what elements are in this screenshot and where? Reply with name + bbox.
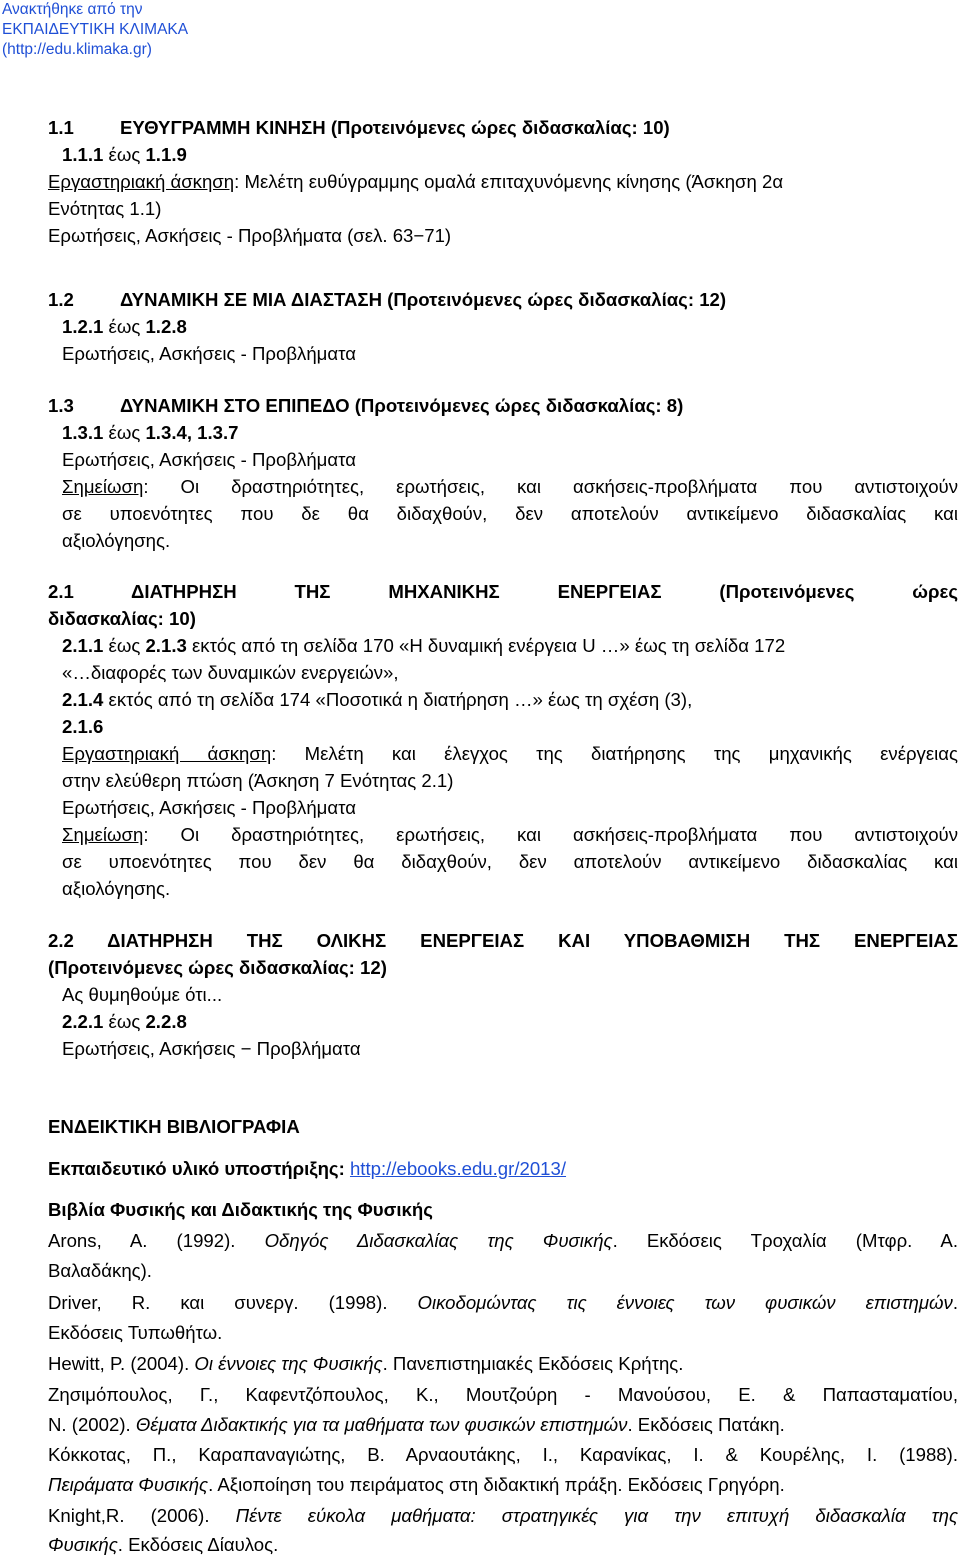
section-1-2-range: 1.2.1 έως 1.2.8: [62, 316, 187, 337]
section-2-2-recall: Ας θυμηθούμε ότι...: [62, 984, 223, 1005]
reference-6: Knight,R. (2006). Πέντε εύκολα μαθήματα: στρατηγικές για την επιτυχή διδασκαλία της: [48, 1505, 958, 1526]
section-2-2-heading: 2.2 ΔΙΑΤΗΡΗΣΗ ΤΗΣ ΟΛΙΚΗΣ ΕΝΕΡΓΕΙΑΣ ΚΑΙ ΥΠΟΒΑΘΜΙΣΗ ΤΗΣ ΕΝΕΡΓΕΙΑΣ: [48, 930, 958, 951]
lab-label: Εργαστηριακή άσκηση: [62, 743, 272, 764]
section-1-3-note: Σημείωση: Οι δραστηριότητες, ερωτήσεις, και ασκήσεις-προβλήματα που αντιστοιχούν: [62, 476, 958, 497]
reference-3: Hewitt, P. (2004). Οι έννοιες της Φυσικής. Πανεπιστημιακές Εκδόσεις Κρήτης.: [48, 1353, 684, 1374]
books-heading: Βιβλία Φυσικής και Διδακτικής της Φυσικής: [48, 1199, 433, 1220]
section-1-3-range: 1.3.1 έως 1.3.4, 1.3.7: [62, 422, 239, 443]
source-line-1: Ανακτήθηκε από την: [2, 1, 143, 18]
section-1-1-lab-cont: Ενότητας 1.1): [48, 198, 162, 219]
section-2-1-range-1: 2.1.1 έως 2.1.3 εκτός από τη σελίδα 170 «Η δυναμική ενέργεια U …» έως τη σελίδα 172: [62, 635, 786, 656]
section-2-2-range: 2.2.1 έως 2.2.8: [62, 1011, 187, 1032]
source-notice: [2, 0, 188, 60]
support-material-line: Εκπαιδευτικό υλικό υποστήριξης: http://ebooks.edu.gr/2013/: [48, 1158, 567, 1179]
section-2-1-heading-cont: διδασκαλίας: 10): [48, 608, 196, 629]
section-2-1-note: Σημείωση: Οι δραστηριότητες, ερωτήσεις, και ασκήσεις-προβλήματα που αντιστοιχούν: [62, 824, 958, 845]
section-2-2-exercises: Ερωτήσεις, Ασκήσεις − Προβλήματα: [62, 1038, 361, 1059]
note-label: Σημείωση: [62, 824, 144, 845]
section-2-1-heading: 2.1 ΔΙΑΤΗΡΗΣΗ ΤΗΣ ΜΗΧΑΝΙΚΗΣ ΕΝΕΡΓΕΙΑΣ (Προτεινόμενες ώρες: [48, 581, 958, 602]
section-2-1-range-1-cont: «…διαφορές των δυναμικών ενεργειών»,: [62, 662, 399, 683]
section-2-1-lab-cont: στην ελεύθερη πτώση (Άσκηση 7 Ενότητας 2.1): [62, 770, 454, 791]
bibliography-heading: ΕΝΔΕΙΚΤΙΚΗ ΒΙΒΛΙΟΓΡΑΦΙΑ: [48, 1116, 300, 1137]
section-1-3-note-line-3: αξιολόγησης.: [62, 530, 171, 551]
reference-5-cont: Πειράματα Φυσικής. Αξιοποίηση του πειράματος στη διδακτική πράξη. Εκδόσεις Γρηγόρη.: [48, 1474, 785, 1495]
source-line-3[interactable]: (http://edu.klimaka.gr): [2, 41, 152, 58]
section-1-1-exercises: Ερωτήσεις, Ασκήσεις - Προβλήματα (σελ. 63−71): [48, 225, 452, 246]
reference-2-cont: Εκδόσεις Τυπωθήτω.: [48, 1322, 223, 1343]
reference-2: Driver, R. και συνεργ. (1998). Οικοδομώντας τις έννοιες των φυσικών επιστημών.: [48, 1292, 958, 1313]
section-2-1-note-line-3: αξιολόγησης.: [62, 878, 171, 899]
lab-label: Εργαστηριακή άσκηση: [48, 171, 235, 192]
section-1-3-note-line-2: σε υποενότητες που δε θα διδαχθούν, δεν αποτελούν αντικείμενο διδασκαλίας και: [62, 503, 958, 524]
section-1-2-heading: 1.2 ΔΥΝΑΜΙΚΗ ΣΕ ΜΙΑ ΔΙΑΣΤΑΣΗ (Προτεινόμενες ώρες διδασκαλίας: 12): [48, 289, 727, 310]
section-1-1-heading: 1.1 ΕΥΘΥΓΡΑΜΜΗ ΚΙΝΗΣΗ (Προτεινόμενες ώρες διδασκαλίας: 10): [48, 117, 670, 138]
reference-4-cont: Ν. (2002). Θέματα Διδακτικής για τα μαθήματα των φυσικών επιστημών. Εκδόσεις Πατάκη.: [48, 1414, 785, 1435]
reference-1-cont: Βαλαδάκης).: [48, 1260, 152, 1281]
section-1-3-heading: 1.3 ΔΥΝΑΜΙΚΗ ΣΤΟ ΕΠΙΠΕΔΟ (Προτεινόμενες ώρες διδασκαλίας: 8): [48, 395, 684, 416]
support-material-link[interactable]: http://ebooks.edu.gr/2013/: [349, 1158, 567, 1179]
section-1-3-exercises: Ερωτήσεις, Ασκήσεις - Προβλήματα: [62, 449, 356, 470]
section-2-2-heading-cont: (Προτεινόμενες ώρες διδασκαλίας: 12): [48, 957, 387, 978]
reference-6-cont: Φυσικής. Εκδόσεις Δίαυλος.: [48, 1534, 279, 1555]
section-1-1-lab: Εργαστηριακή άσκηση: Μελέτη ευθύγραμμης ομαλά επιταχυνόμενης κίνησης (Άσκηση 2α: [48, 171, 784, 192]
section-2-1-range-2: 2.1.4 εκτός από τη σελίδα 174 «Ποσοτικά η διατήρηση …» έως τη σχέση (3),: [62, 689, 693, 710]
section-2-1-note-line-2: σε υποενότητες που δεν θα διδαχθούν, δεν αποτελούν αντικείμενο διδασκαλίας και: [62, 851, 958, 872]
source-line-2: ΕΚΠΑΙΔΕΥΤΙΚΗ ΚΛΙΜΑΚΑ: [2, 21, 189, 38]
reference-1: Arons, A. (1992). Οδηγός Διδασκαλίας της Φυσικής. Εκδόσεις Τροχαλία (Μτφρ. Α.: [48, 1230, 958, 1251]
section-2-1-lab: Εργαστηριακή άσκηση: Μελέτη και έλεγχος της διατήρησης της μηχανικής ενέργειας: [62, 743, 958, 764]
section-2-1-exercises: Ερωτήσεις, Ασκήσεις - Προβλήματα: [62, 797, 356, 818]
reference-4: Ζησιμόπουλος, Γ., Καφεντζόπουλος, Κ., Μουτζούρη - Μανούσου, Ε. & Παπασταματίου,: [48, 1384, 958, 1405]
section-1-2-exercises: Ερωτήσεις, Ασκήσεις - Προβλήματα: [62, 343, 356, 364]
note-label: Σημείωση: [62, 476, 144, 497]
section-2-1-range-3: 2.1.6: [62, 716, 104, 737]
section-1-1-range: 1.1.1 έως 1.1.9: [62, 144, 187, 165]
reference-5: Κόκκοτας, Π., Καραπαναγιώτης, Β. Αρναουτάκης, Ι., Καρανίκας, Ι. & Κουρέλης, Ι. (1988).: [48, 1444, 958, 1465]
